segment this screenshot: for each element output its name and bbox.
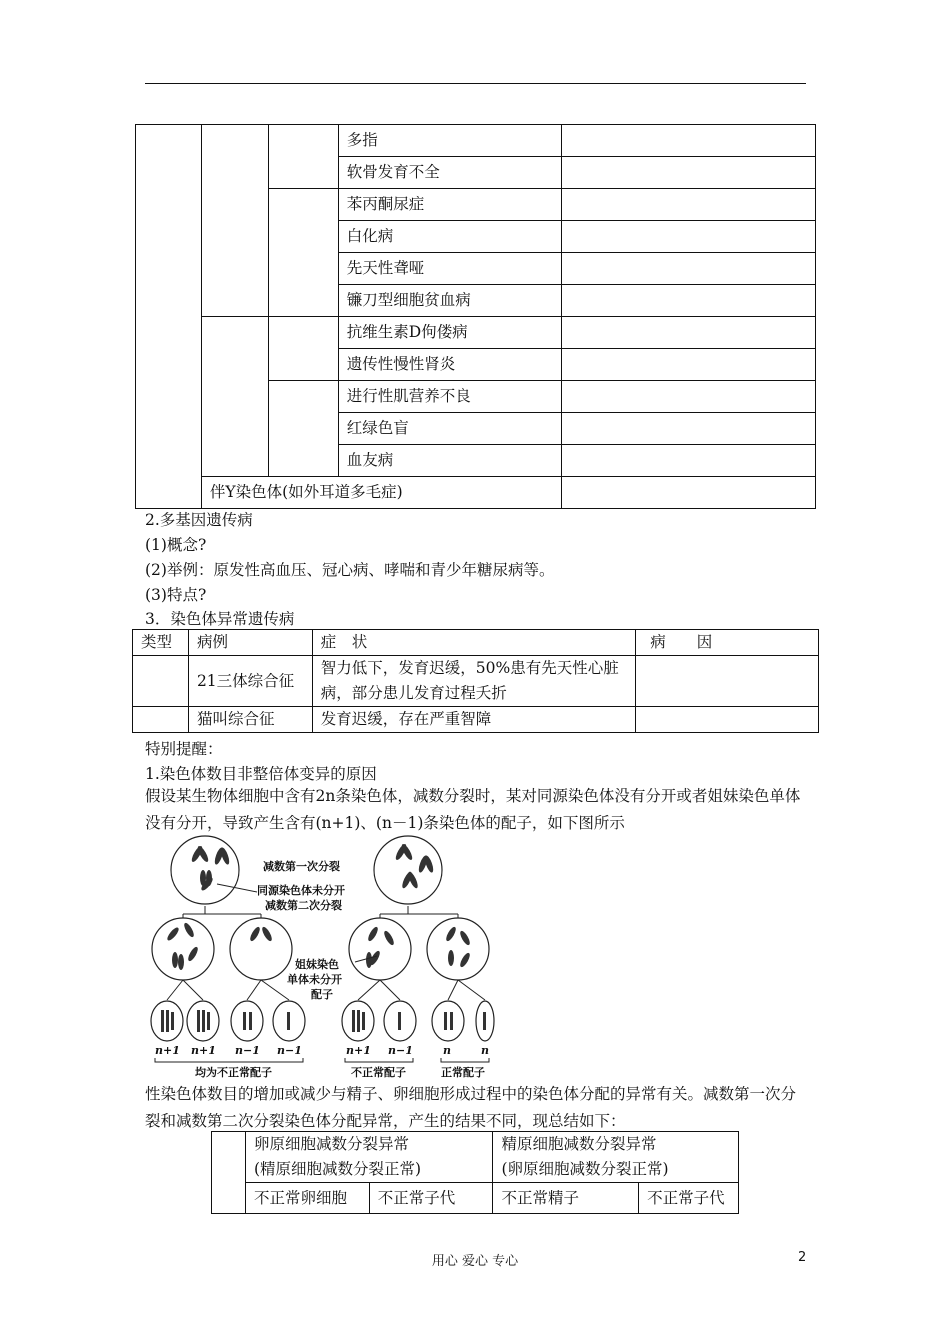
header-cell: 病 因 <box>636 630 819 656</box>
disease-name: 遗传性慢性肾炎 <box>338 349 562 381</box>
tip-paragraph: 假设某生物体细胞中含有2n条染色体，减数分裂时，某对同源染色体没有分开或者姐妹染色单体没有分开，导致产生含有(n+1)、(n－1)条染色体的配子，如下图所示 <box>145 787 801 832</box>
page-footer: 用心 爱心 专心 <box>431 1254 519 1269</box>
y-linked-row: 伴Y染色体(如外耳道多毛症) <box>201 477 561 509</box>
blank-cell <box>133 656 189 707</box>
blank-cell <box>562 413 816 445</box>
blank-cell <box>562 157 816 189</box>
header-line: (精原细胞减数分裂正常) <box>253 1160 422 1178</box>
category-cell <box>136 125 202 509</box>
blank-cell <box>562 349 816 381</box>
secondary-cell <box>230 918 292 980</box>
sub-header-cell: 不正常子代 <box>369 1183 493 1214</box>
section-title: 3．染色体异常遗传病 <box>145 610 295 628</box>
figure-caption: 正常配子 <box>441 1066 485 1079</box>
gamete-label: n−1 <box>235 1044 260 1057</box>
header-line: (卵原细胞减数分裂正常) <box>501 1160 669 1178</box>
blank-cell <box>562 189 816 221</box>
figure-caption: 不正常配子 <box>351 1066 406 1079</box>
header-line: 精原细胞减数分裂异常 <box>501 1135 657 1153</box>
inheritance-cell <box>268 317 338 381</box>
header-cell: 病例 <box>188 630 312 656</box>
disease-name: 进行性肌营养不良 <box>338 381 562 413</box>
blank-cell <box>562 221 816 253</box>
list-item: (1)概念? <box>145 536 207 554</box>
blank-cell <box>133 707 189 733</box>
gamete-cell <box>231 1001 263 1041</box>
secondary-cell <box>427 918 489 980</box>
parent-cell-left <box>171 836 239 904</box>
blank-cell <box>562 285 816 317</box>
blank-cell <box>636 656 819 707</box>
blank-cell <box>212 1132 246 1214</box>
header-cell: 症 状 <box>312 630 635 656</box>
figure-caption: 均为不正常配子 <box>195 1066 272 1079</box>
inheritance-cell <box>268 125 338 189</box>
inheritance-cell <box>268 189 338 317</box>
inheritance-cell <box>268 381 338 477</box>
figure-label: 单体未分开 <box>287 973 342 986</box>
disease-name: 红绿色盲 <box>338 413 562 445</box>
disease-name: 苯丙酮尿症 <box>338 189 562 221</box>
gamete-label: n+1 <box>191 1044 216 1057</box>
blank-cell <box>636 707 819 733</box>
header-cell <box>493 1132 739 1183</box>
header-cell: 类型 <box>133 630 189 656</box>
sub-header-cell: 不正常卵细胞 <box>245 1183 369 1214</box>
figure-label: 配子 <box>311 988 333 1001</box>
disease-name: 多指 <box>338 125 562 157</box>
chromosome-disease-table <box>132 629 819 733</box>
disease-name: 先天性聋哑 <box>338 253 562 285</box>
gamete-label: n+1 <box>155 1044 180 1057</box>
disease-name: 镰刀型细胞贫血病 <box>338 285 562 317</box>
sub-header-cell: 不正常精子 <box>493 1183 639 1214</box>
single-gene-disease-table <box>135 124 816 509</box>
blank-cell <box>562 445 816 477</box>
figure-label: 同源染色体未分开 <box>257 884 345 897</box>
header-rule <box>145 83 806 84</box>
disease-name: 白化病 <box>338 221 562 253</box>
page-number: 2 <box>798 1250 807 1265</box>
sex-chromosome-table <box>211 1131 739 1214</box>
blank-cell <box>562 381 816 413</box>
header-cell <box>245 1132 493 1183</box>
blank-cell <box>562 253 816 285</box>
case-cell: 猫叫综合征 <box>188 707 312 733</box>
header-line: 卵原细胞减数分裂异常 <box>253 1135 409 1153</box>
meiosis-nondisjunction-figure <box>145 834 495 1079</box>
summary-paragraph: 性染色体数目的增加或减少与精子、卵细胞形成过程中的染色体分配的异常有关。减数第一次分裂和减数第二次分裂染色体分配异常，产生的结果不同，现总结如下： <box>145 1085 797 1130</box>
blank-cell <box>562 125 816 157</box>
gamete-label: n+1 <box>346 1044 371 1057</box>
symptom-cell: 智力低下，发育迟缓，50%患有先天性心脏病，部分患儿发育过程夭折 <box>312 656 635 707</box>
list-item: (2)举例：原发性高血压、冠心病、哮喘和青少年糖尿病等。 <box>145 561 555 579</box>
figure-label: 姐妹染色 <box>295 958 339 971</box>
figure-label: 减数第一次分裂 <box>263 860 340 873</box>
symptom-cell: 发育迟缓，存在严重智障 <box>312 707 635 733</box>
disease-name: 软骨发育不全 <box>338 157 562 189</box>
disease-name: 血友病 <box>338 445 562 477</box>
sub-header-cell: 不正常子代 <box>639 1183 739 1214</box>
blank-cell <box>562 477 816 509</box>
case-cell: 21三体综合征 <box>188 656 312 707</box>
subcategory-cell <box>201 125 268 317</box>
secondary-cell <box>152 918 214 980</box>
list-item: (3)特点? <box>145 586 207 604</box>
gamete-cell <box>432 1001 464 1041</box>
section-title: 2.多基因遗传病 <box>145 511 253 529</box>
secondary-cell <box>349 918 411 980</box>
tip-item: 1.染色体数目非整倍体变异的原因 <box>145 765 377 783</box>
gamete-label: n <box>481 1044 489 1057</box>
subcategory-cell <box>201 317 268 477</box>
gamete-label: n−1 <box>388 1044 413 1057</box>
gamete-label: n−1 <box>277 1044 302 1057</box>
tip-title: 特别提醒： <box>145 740 223 758</box>
disease-name: 抗维生素D佝偻病 <box>338 317 562 349</box>
figure-label: 减数第二次分裂 <box>265 899 342 912</box>
gamete-label: n <box>443 1044 451 1057</box>
blank-cell <box>562 317 816 349</box>
